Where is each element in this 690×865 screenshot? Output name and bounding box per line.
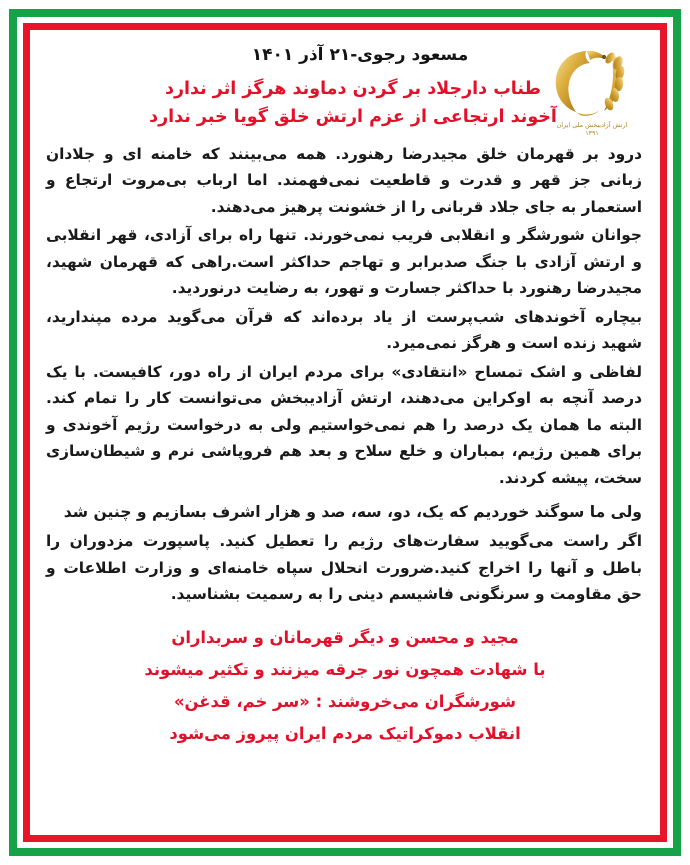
poster-content <box>42 37 648 828</box>
body-emphatic-line: ولی ما سوگند خوردیم که یک، دو، سه، صد و هزار اشرف بسازیم و چنین شد <box>63 503 642 522</box>
headline-line-1: طناب دارجلاد بر گردن دماوند هرگز اثر ندارد <box>164 79 542 99</box>
emblem-caption: ارتش آزادیبخش ملی ایران <box>556 121 628 129</box>
headline-block <box>42 75 648 132</box>
body-paragraph-4: لفاظی و اشک تمساح «انتقادی» برای مردم ایران از راه دور، کافیست. با یک درصد آنچه به اوکراین می‌دهند، ارتش آزادیبخش می‌توانست کار را تمام کند. البته ما همان یک درصد را هم نمی‌خواستیم ولی به درخواست رژیم آخوندی و برای همین رژیم، بمباران و خلع سلاح و بعد هم فروپاشی نرم و شیطان‌سازی سخت، پیشه کردند. <box>46 362 642 487</box>
body-paragraph-3: بیچاره آخوندهای شب‌پرست از یاد برده‌اند که قرآن می‌گوید مرده مپندارید، شهید زنده است و هرگز نمی‌میرد. <box>46 307 642 353</box>
closing-slogan-3: شورشگران می‌خروشند : «سر خم، قدغن» <box>173 691 517 711</box>
closing-slogan-4: انقلاب دموکراتیک مردم ایران پیروز می‌شود <box>169 723 521 743</box>
closing-slogan-2: با شهادت همچون نور جرقه میزنند و تکثیر میشوند <box>144 659 546 679</box>
body-block <box>42 141 648 608</box>
dateline: مسعود رجوی-۲۱ آذر ۱۴۰۱ <box>251 45 469 65</box>
emblem-year: ۱۳۹۱ <box>585 130 599 137</box>
body-closing-paragraph: اگر راست می‌گویید سفارت‌های رژیم را تعطیل کنید. پاسپورت مزدوران را باطل و آنها را اخراج کنید.ضرورت انحلال سپاه خامنه‌ای و وزارت اطلاعات و حق مقاومت و سرنگونی فاشیسم دینی را به رسمیت بشناسید. <box>46 532 642 604</box>
closing-slogan-block <box>42 622 648 750</box>
poster-header <box>42 37 648 141</box>
dateline-row <box>42 45 648 65</box>
body-paragraph-2: جوانان شورشگر و انقلابی فریب نمی‌خورند. تنها راه برای آزادی، قهر انقلابی و ارتش آزادی با جنگ صدبرابر و تهاجم حداکثر است.راهی که قهرمان شهید، مجیدرضا رهنورد با حداکثر جسارت و تهور، به رضایت درنوردید. <box>46 226 642 298</box>
body-paragraph-1: درود بر قهرمان خلق مجیدرضا رهنورد. همه می‌بینند که خامنه ای و جلادان زبانی جز قهر و قدرت و قاطعیت نمی‌فهمند. اما ارباب بی‌مروت ارتجاع و استعمار به جای جلاد قربانی را از خشونت پرهیز می‌دهند. <box>46 145 642 216</box>
inner-red-frame <box>23 23 667 842</box>
outer-green-frame <box>9 9 681 856</box>
headline-line-2: آخوند ارتجاعی از عزم ارتش خلق گویا خبر ندارد <box>149 107 557 128</box>
closing-slogan-1: مجید و محسن و دیگر قهرمانان و سربداران <box>171 627 519 647</box>
